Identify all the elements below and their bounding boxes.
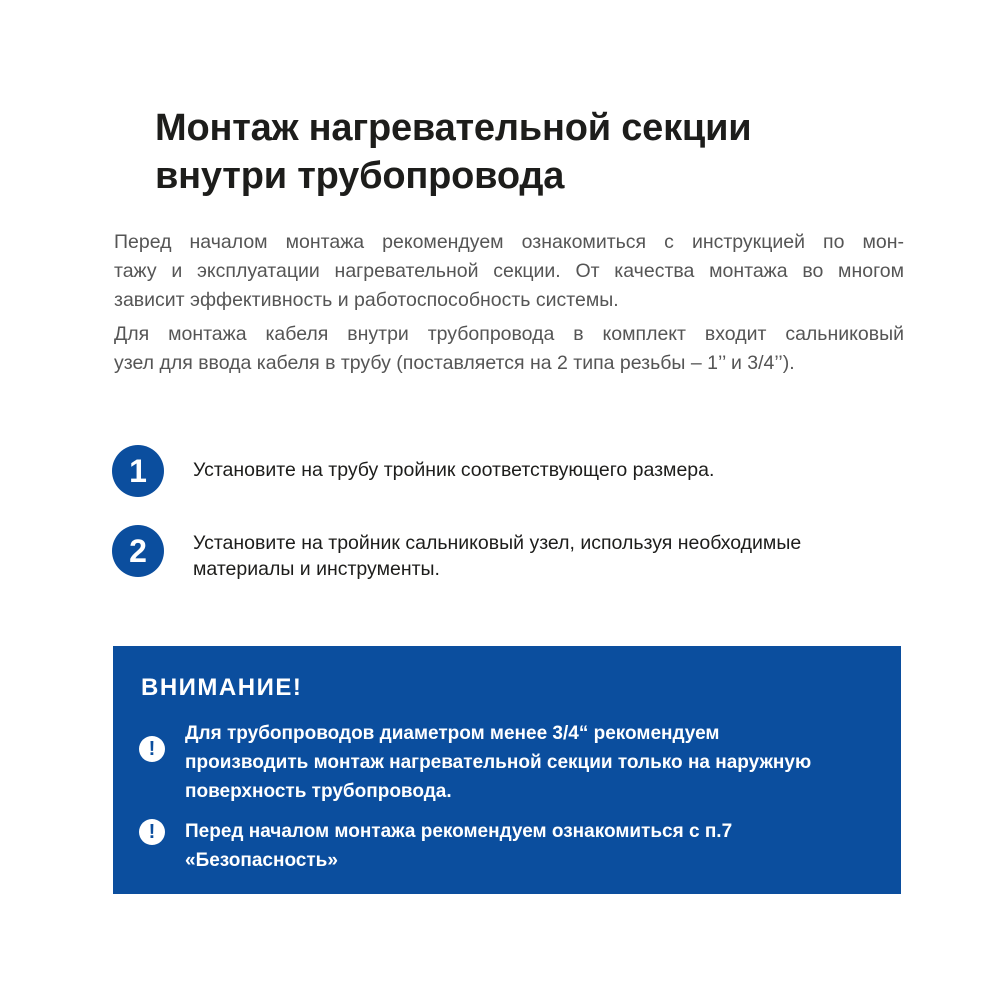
- step-1-text: [193, 457, 913, 483]
- warning-item-1-line-2: производить монтаж нагревательной секции только на наружную: [185, 752, 812, 773]
- step-2-text-line-2: материалы и инструменты.: [193, 558, 440, 580]
- intro-paragraph-1-line-2: тажу и эксплуатации нагревательной секции. От качества монтажа во многом: [114, 260, 904, 282]
- page-title-line-2: внутри трубопровода: [155, 155, 565, 197]
- step-2-text-line-1: Установите на тройник сальниковый узел, используя необходимые: [193, 532, 802, 554]
- step-2: [112, 525, 912, 580]
- exclamation-circle-icon: !: [139, 819, 165, 845]
- intro-paragraph-2: [114, 320, 904, 378]
- warning-title: ВНИМАНИЕ!: [141, 674, 303, 701]
- intro-paragraph-1-line-1: Перед началом монтажа рекомендуем ознакомиться с инструкцией по мон-: [114, 231, 904, 253]
- warning-item-1-line-3: поверхность трубопровода.: [185, 781, 452, 802]
- warning-item-1-text: [185, 719, 885, 806]
- step-number-badge: 1: [112, 445, 164, 497]
- step-2-text: [193, 530, 913, 582]
- page-title-line-1: Монтаж нагревательной секции: [155, 107, 752, 149]
- page-title: [155, 104, 915, 200]
- intro-paragraph-1: [114, 228, 904, 315]
- warning-box: [113, 646, 901, 894]
- exclamation-circle-icon: !: [139, 736, 165, 762]
- intro-paragraph-2-line-1: Для монтажа кабеля внутри трубопровода в комплект входит сальниковый: [114, 323, 904, 345]
- warning-item-2-text: [185, 817, 885, 875]
- step-1-text-line-1: Установите на трубу тройник соответствующего размера.: [193, 459, 715, 481]
- warning-item-2-line-1: Перед началом монтажа рекомендуем ознакомиться с п.7: [185, 821, 733, 842]
- intro-paragraph-1-line-3: зависит эффективность и работоспособность системы.: [114, 289, 619, 311]
- warning-item-1-line-1: Для трубопроводов диаметром менее 3/4“ рекомендуем: [185, 723, 720, 744]
- step-number-badge: 2: [112, 525, 164, 577]
- step-1: [112, 445, 912, 497]
- warning-item-2-line-2: «Безопасность»: [185, 850, 338, 871]
- intro-paragraph-2-line-2: узел для ввода кабеля в трубу (поставляется на 2 типа резьбы – 1’’ и 3/4’’).: [114, 352, 795, 374]
- intro-text: [114, 228, 904, 383]
